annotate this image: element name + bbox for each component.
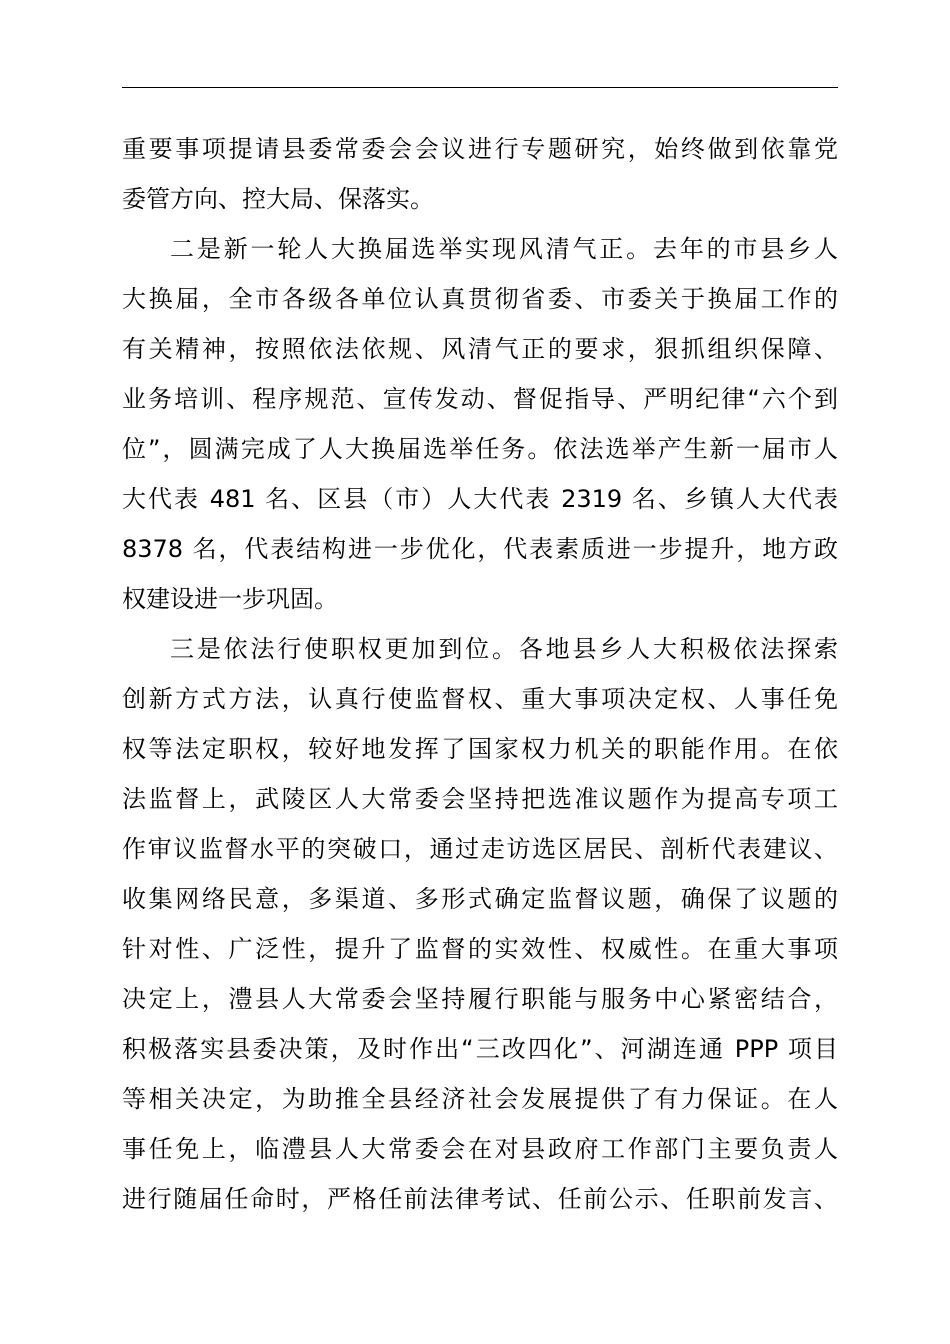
text-line: 委管方向、控大局、保落实。 <box>122 185 434 213</box>
header-rule <box>122 87 838 88</box>
text-line: 积极落实县委决策，及时作出“三改四化”、河湖连通 PPP 项目 <box>122 1035 838 1063</box>
document-body <box>122 124 838 1224</box>
text-line: 事任免上，临澧县人大常委会在对县政府工作部门主要负责人 <box>122 1135 838 1163</box>
text-line: 收集网络民意，多渠道、多形式确定监督议题，确保了议题的 <box>122 885 838 913</box>
text-line: 大换届，全市各级各单位认真贯彻省委、市委关于换届工作的 <box>122 285 838 313</box>
text-line: 有关精神，按照依法依规、风清气正的要求，狠抓组织保障、 <box>122 335 838 363</box>
text-line: 法监督上，武陵区人大常委会坚持把选准议题作为提高专项工 <box>122 785 838 813</box>
text-line: 作审议监督水平的突破口，通过走访选区居民、剖析代表建议、 <box>122 835 838 863</box>
text-line: 创新方式方法，认真行使监督权、重大事项决定权、人事任免 <box>122 685 838 713</box>
text-line: 进行随届任命时，严格任前法律考试、任前公示、任职前发言、 <box>122 1185 838 1213</box>
paragraph-start-line: 三是依法行使职权更加到位。各地县乡人大积极依法探索 <box>170 635 838 663</box>
text-line: 针对性、广泛性，提升了监督的实效性、权威性。在重大事项 <box>122 935 838 963</box>
paragraph-start-line: 二是新一轮人大换届选举实现风清气正。去年的市县乡人 <box>170 235 838 263</box>
text-line: 等相关决定，为助推全县经济社会发展提供了有力保证。在人 <box>122 1085 838 1113</box>
text-line: 业务培训、程序规范、宣传发动、督促指导、严明纪律“六个到 <box>122 385 838 413</box>
text-line: 8378 名，代表结构进一步优化，代表素质进一步提升，地方政 <box>122 535 838 563</box>
text-line: 大代表 481 名、区县（市）人大代表 2319 名、乡镇人大代表 <box>122 485 838 513</box>
text-line: 位”，圆满完成了人大换届选举任务。依法选举产生新一届市人 <box>122 435 838 463</box>
text-line: 权建设进一步巩固。 <box>122 585 338 613</box>
text-line: 重要事项提请县委常委会会议进行专题研究，始终做到依靠党 <box>122 135 838 163</box>
text-line: 权等法定职权，较好地发挥了国家权力机关的职能作用。在依 <box>122 735 838 763</box>
text-line: 决定上，澧县人大常委会坚持履行职能与服务中心紧密结合， <box>122 985 838 1013</box>
